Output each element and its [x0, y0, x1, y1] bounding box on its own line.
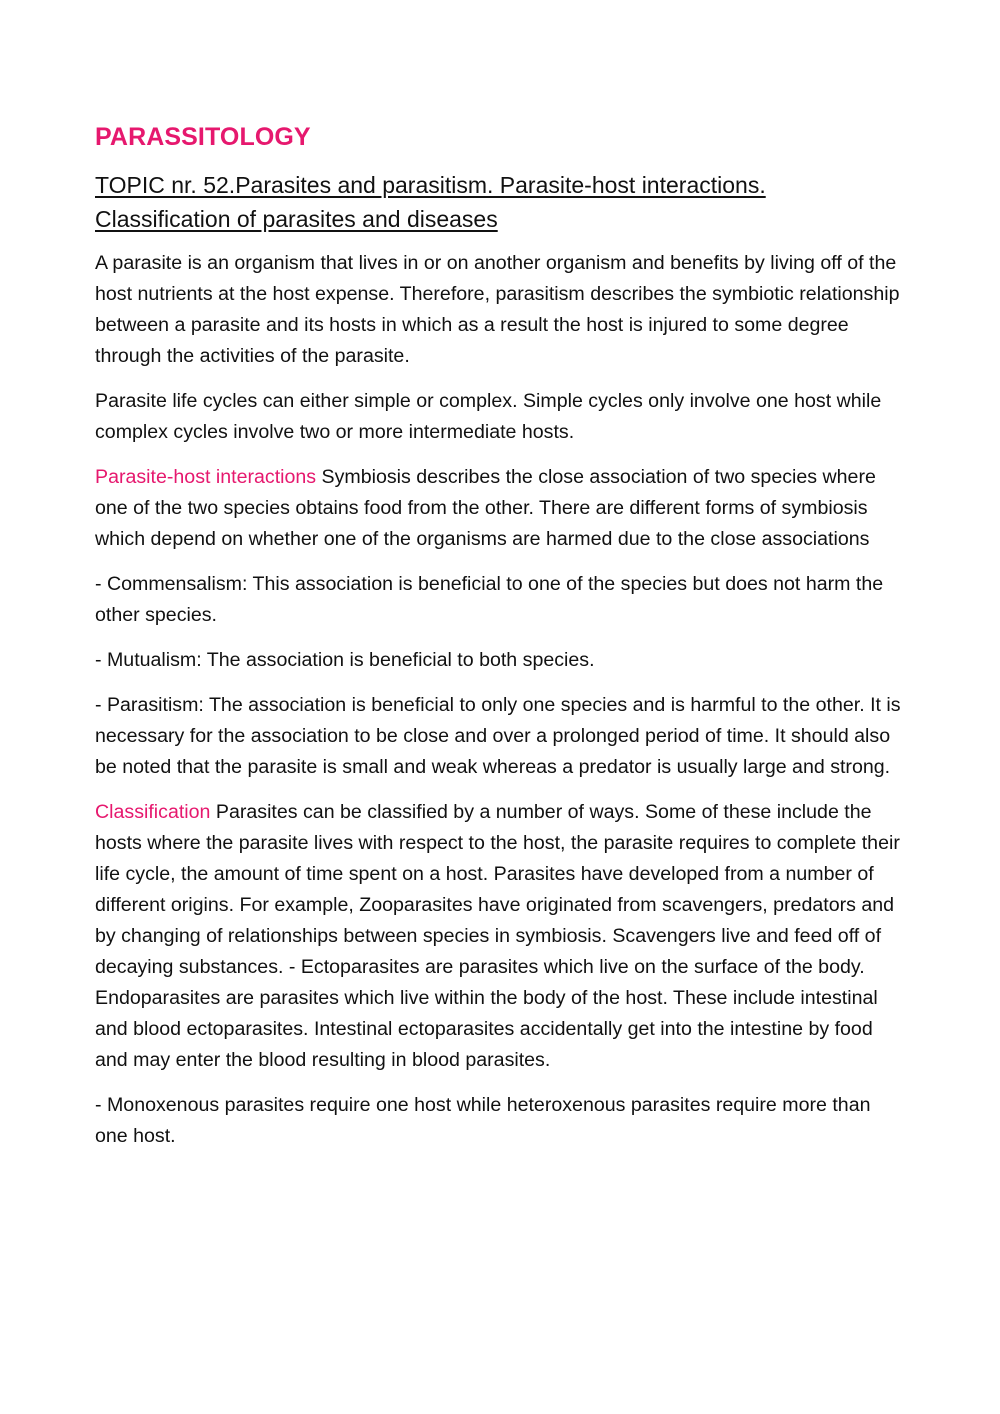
topic-heading [95, 168, 907, 236]
commensalism-item: - Commensalism: This association is beneficial to one of the species but does not harm the other species. [95, 573, 884, 626]
interactions-paragraph [95, 462, 907, 555]
classification-body: Parasites can be classified by a number of ways. Some of these include the hosts where the parasite lives with respect to the host, the parasite requires to complete their life cycle, the amount of time spent on a host. Parasites have developed from a number of different origins. For example, Zooparasites have originated from scavengers, predators and by changing of relationships between species in symbiosis. Scavengers live and feed off of decaying substances. - Ectoparasites are parasites which live on the surface of the body. Endoparasites are parasites which live within the body of the host. These include intestinal and blood ectoparasites. Intestinal ectoparasites accidentally get into the intestine by food and may enter the blood resulting in blood parasites. [95, 801, 900, 1071]
parasitism-item: - Parasitism: The association is beneficial to only one species and is harmful to the other. It is necessary for the association to be close and over a prolonged period of time. It should also be noted that the parasite is small and weak whereas a predator is usually large and strong. [95, 694, 901, 778]
interactions-body: Symbiosis describes the close association of two species where one of the two species obtains food from the other. There are different forms of symbiosis which depend on whether one of the organisms are harmed due to the close associations [95, 466, 876, 550]
life-cycles-paragraph: Parasite life cycles can either simple or complex. Simple cycles only involve one host while complex cycles involve two or more intermediate hosts. [95, 390, 882, 443]
document-page [95, 120, 907, 1166]
intro-paragraph: A parasite is an organism that lives in or on another organism and benefits by living off of the host nutrients at the host expense. Therefore, parasitism describes the symbiotic relationship between a parasite and its hosts in which as a result the host is injured to some degree through the activities of the parasite. [95, 252, 900, 367]
topic-line-2: Classification of parasites and diseases [95, 206, 498, 232]
topic-line-1: TOPIC nr. 52.Parasites and parasitism. Parasite-host interactions. [95, 172, 766, 198]
document-title: PARASSITOLOGY [95, 123, 311, 151]
interactions-heading: Parasite-host interactions [95, 466, 317, 488]
monoxenous-item: - Monoxenous parasites require one host while heteroxenous parasites require more than one host. [95, 1094, 871, 1147]
classification-paragraph [95, 797, 907, 1076]
mutualism-item: - Mutualism: The association is beneficial to both species. [95, 649, 595, 671]
classification-heading: Classification [95, 801, 211, 823]
